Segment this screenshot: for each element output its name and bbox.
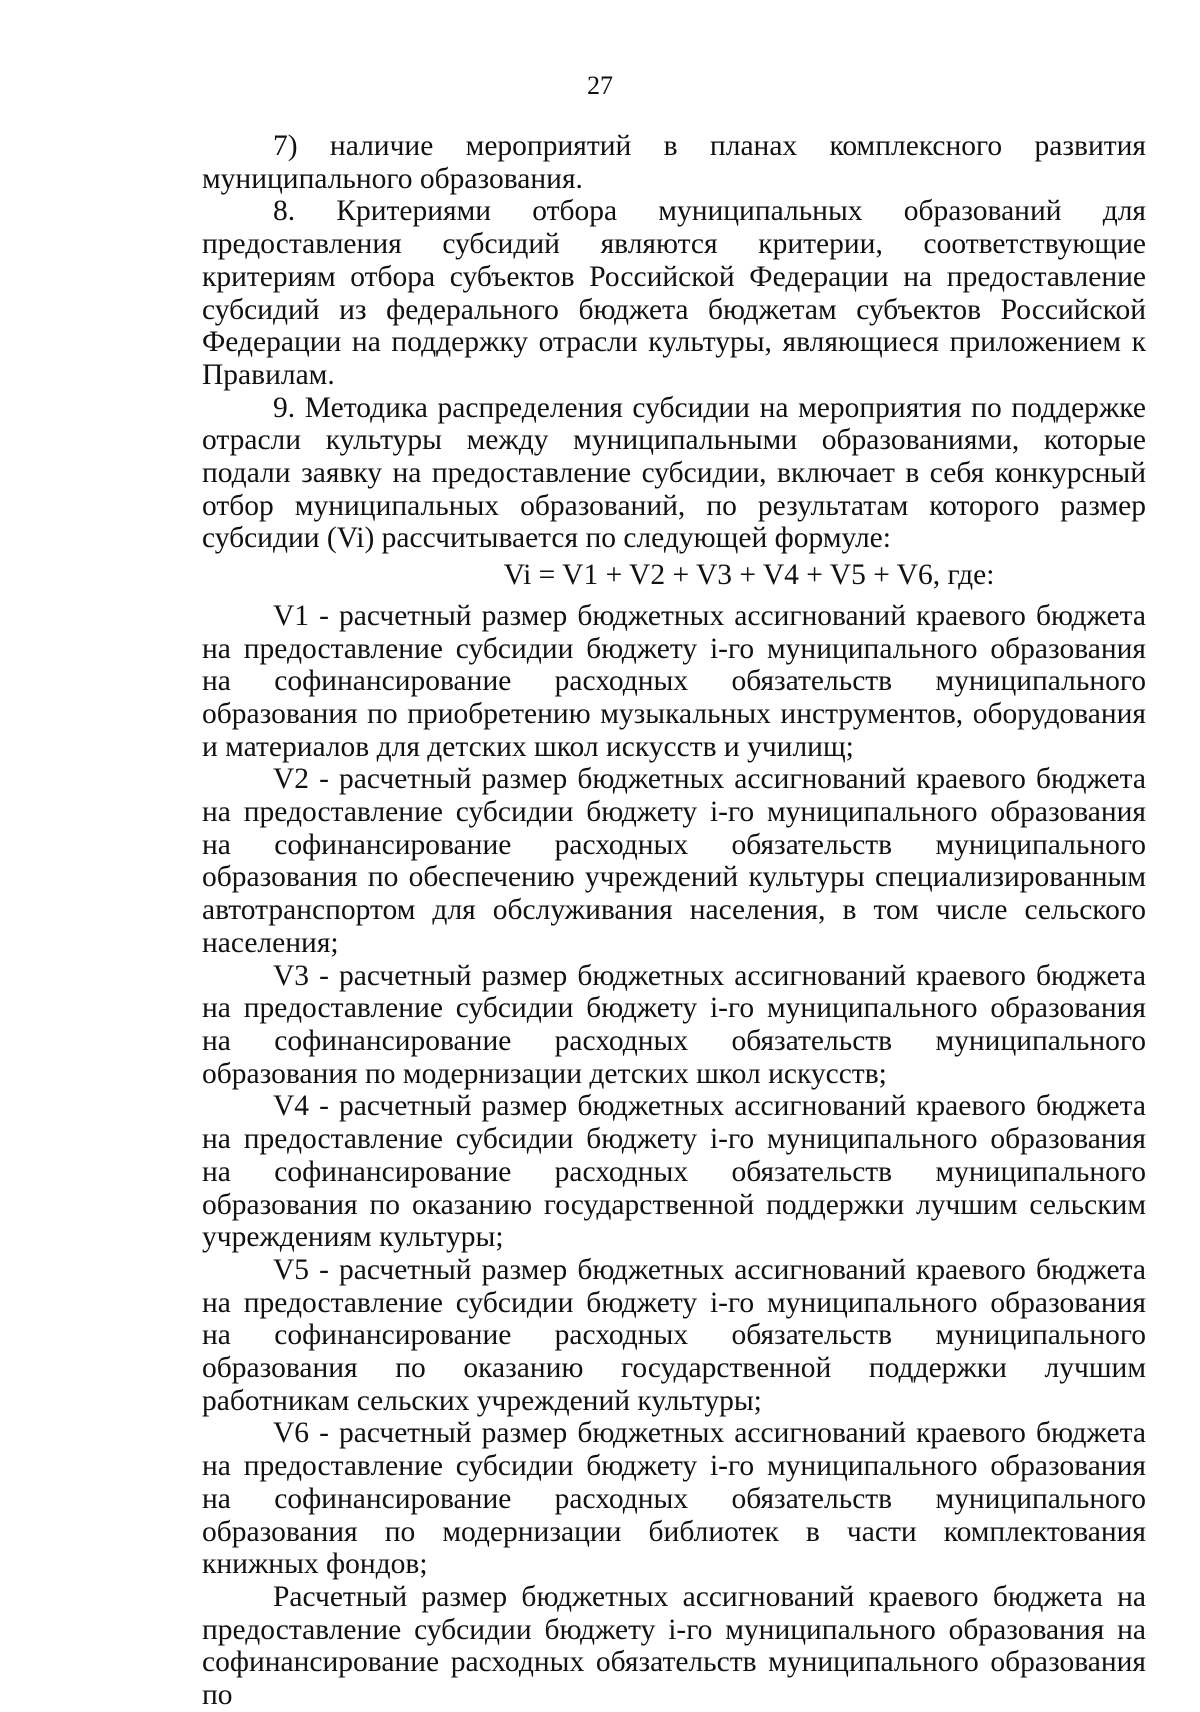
definition-v6: V6 - расчетный размер бюджетных ассигнований краевого бюджета на предоставление субсидии бюджету i-го муниципального образования на софинансирование расходных обязательств муниципального образования по модернизации библиотек в части комплектования книжных фондов; bbox=[202, 1417, 1146, 1581]
paragraph-item-9: 9. Методика распределения субсидии на мероприятия по поддержке отрасли культуры между муниципальными образованиями, которые подали заявку на предоставление субсидии, включает в себя конкурсный отбор муниципальных образований, по результатам которого размер субсидии (Vi) рассчитывается по следующей формуле: bbox=[202, 391, 1146, 555]
paragraph-item-7: 7) наличие мероприятий в планах комплексного развития муниципального образования. bbox=[202, 130, 1146, 195]
definition-v2: V2 - расчетный размер бюджетных ассигнований краевого бюджета на предоставление субсидии бюджету i-го муниципального образования на софинансирование расходных обязательств муниципального образования по обеспечению учреждений культуры специализированным автотранспортом для обслуживания населения, в том числе сельского населения; bbox=[202, 763, 1146, 959]
paragraph-item-8: 8. Критериями отбора муниципальных образований для предоставления субсидий являются критерии, соответствующие критериям отбора субъектов Российской Федерации на предоставление субсидий из федерального бюджета бюджетам субъектов Российской Федерации на поддержку отрасли культуры, являющиеся приложением к Правилам. bbox=[202, 195, 1146, 391]
page-number: 27 bbox=[587, 71, 613, 100]
definition-v1: V1 - расчетный размер бюджетных ассигнований краевого бюджета на предоставление субсидии бюджету i-го муниципального образования на софинансирование расходных обязательств муниципального образования по приобретению музыкальных инструментов, оборудования и материалов для детских школ искусств и училищ; bbox=[202, 599, 1146, 763]
formula: Vi = V1 + V2 + V3 + V4 + V5 + V6, где: bbox=[503, 559, 995, 592]
paragraph-calculated-size: Расчетный размер бюджетных ассигнований краевого бюджета на предоставление субсидии бюджету i-го муниципального образования на софинансирование расходных обязательств муниципального образования по bbox=[202, 1580, 1146, 1712]
definition-v4: V4 - расчетный размер бюджетных ассигнований краевого бюджета на предоставление субсидии бюджету i-го муниципального образования на софинансирование расходных обязательств муниципального образования по оказанию государственной поддержки лучшим сельским учреждениям культуры; bbox=[202, 1090, 1146, 1254]
definition-v5: V5 - расчетный размер бюджетных ассигнований краевого бюджета на предоставление субсидии бюджету i-го муниципального образования на софинансирование расходных обязательств муниципального образования по оказанию государственной поддержки лучшим работникам сельских учреждений культуры; bbox=[202, 1253, 1146, 1417]
definition-v3: V3 - расчетный размер бюджетных ассигнований краевого бюджета на предоставление субсидии бюджету i-го муниципального образования на софинансирование расходных обязательств муниципального образования по модернизации детских школ искусств; bbox=[202, 959, 1146, 1090]
document-body bbox=[202, 130, 1146, 1712]
